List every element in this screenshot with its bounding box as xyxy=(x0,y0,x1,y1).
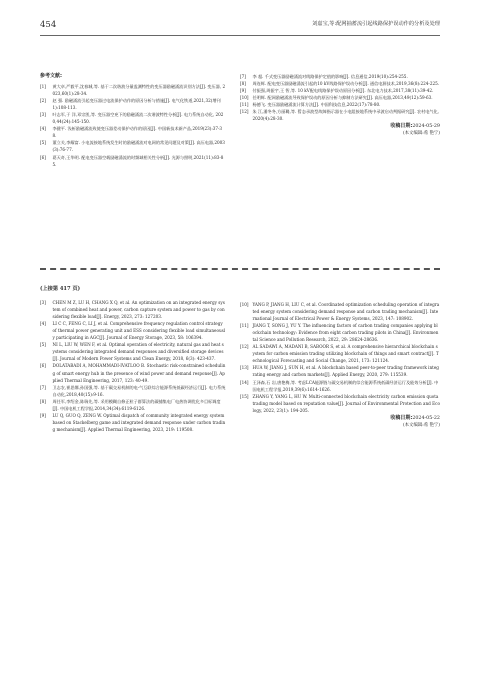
reference-text: 周连辉. 配电变压器励磁涌流引起的10 kV线路保护误动分析[J]. 通信电源技术,2019,36(8):224-225. xyxy=(252,81,440,87)
reference-text: JIANG T, SONG J, YU Y. The influencing factors of carbon trading companies applying blockchain technology: Evidence from eight carbon trading pilots in China[J]. Environmental Science and Pollution Research, 2022, 29: 28624-28636. xyxy=(252,323,439,343)
reference-text: 付振强,周振宇,王 智,等. 10 kV配电线路保护误动原因分析[J]. 东北电力技术,2017,38(11):39-42. xyxy=(252,88,434,94)
reference-entry xyxy=(240,364,440,378)
reference-entry xyxy=(240,101,440,108)
received-date: 2024-05-22 xyxy=(412,415,440,421)
reference-entry xyxy=(40,97,226,111)
reference-number: [8] xyxy=(40,398,46,404)
reference-number: [13] xyxy=(240,365,249,371)
reference-text: 黄大卓,严毅平,沈春城,等. 基于二次谐波分量监测特性的变压器励磁涌流识别方法[J]. 变压器, 2023,60(1):28-34. xyxy=(52,84,226,97)
reference-number: [11] xyxy=(240,102,249,108)
top-left-reference-list xyxy=(40,83,226,168)
reference-text: YANG P, JIANG H, LIU C, et al. Coordinated optimization scheduling operation of integrated energy system considering demand response and carbon trading mechanism[J]. International Journal of Electrical Power & Energy Systems, 2023, 147: 108902. xyxy=(252,302,440,322)
reference-text: 任明辉. 配网励磁涌流导致保护误动的原因分析与抑制方法研究[J]. 高压电器,2013,49(12):59-63. xyxy=(252,95,433,101)
reference-entry xyxy=(240,301,440,322)
reference-text: 董立关,李耀富. 小电流接地系统发生时的励磁涌流对电网的常见问题及对策[J]. 高压电器,2003(3):76-77. xyxy=(52,140,225,153)
page-number: 454 xyxy=(40,20,57,30)
reference-number: [11] xyxy=(240,323,249,329)
reference-number: [3] xyxy=(40,300,46,306)
reference-entry xyxy=(40,341,226,362)
received-date: 2024-05-29 xyxy=(412,124,440,130)
bottom-right-column xyxy=(240,301,440,429)
reference-number: [1] xyxy=(40,84,46,90)
reference-entry xyxy=(240,322,440,343)
reference-text: 李 超. 千式变压器励磁涌流对线路保护定值的影响[J]. 信息通信,2019(10):254-255. xyxy=(252,74,408,79)
editor-note-bottom: (本文编辑:希 艳宁) xyxy=(402,422,440,428)
bottom-left-reference-list xyxy=(40,299,226,433)
reference-number: [8] xyxy=(240,81,246,87)
reference-number: [6] xyxy=(40,363,46,369)
bottom-right-reference-list xyxy=(240,301,440,414)
reference-number: [6] xyxy=(40,154,46,160)
reference-number: [12] xyxy=(240,344,249,350)
reference-number: [10] xyxy=(240,302,249,307)
editor-note-top: (本文编辑:希 艳宁) xyxy=(402,131,440,137)
reference-entry xyxy=(40,139,226,153)
reference-text: HUA W, JIANG J, SUN H, et al. A blockchain based peer-to-peer trading framework integrating energy and carbon markets[J]. Applied Energy, 2020, 279: 115539. xyxy=(252,365,439,378)
running-title: 刘嘉宝,等:配网抽蓄流引起线路保护误动作的分析及处理 xyxy=(312,21,440,27)
reference-entry xyxy=(240,393,440,414)
received-date-top xyxy=(240,123,440,131)
reference-text: 李健平. 浅析励磁涌流致使变压器差动保护动作的原因[J]. 中国新技术新产品,2019(23):37-38. xyxy=(52,126,223,139)
reference-entry xyxy=(40,111,226,125)
top-left-column xyxy=(40,73,226,168)
reference-number: [14] xyxy=(240,379,249,385)
reference-entry xyxy=(40,320,226,341)
reference-entry xyxy=(40,154,226,168)
top-right-column xyxy=(240,73,440,138)
reference-number: [4] xyxy=(40,126,46,132)
reference-text: 葛天奇,王华明. 配电变压器空载励磁涌流的时频域相关性分析[J]. 光源与照明,2021(11):83-85. xyxy=(52,154,224,167)
reference-text: DOLATABADI A, MOHAMMADI-IVATLOO B. Stochastic risk-constrained scheduling of smart energy hub in the presence of wind power and demand response[J]. Applied Thermal Engineering, 2017, 123: 40-49. xyxy=(52,363,226,383)
reference-entry xyxy=(240,379,440,393)
continued-label: (上接第 417 页) xyxy=(40,286,81,292)
reference-text: 卫志农,崔思娜,孙国强,等. 基于碳交易机制的电-气互联综合能源系统低碳经济运行[J]. 电力系统自动化,2018,40(15):9-16. xyxy=(52,384,226,397)
received-label: 收稿日期: xyxy=(390,414,413,421)
reference-entry xyxy=(240,80,440,87)
reference-entry xyxy=(40,299,226,320)
references-label: 参考文献: xyxy=(40,73,62,79)
reference-entry xyxy=(40,83,226,97)
header-rule xyxy=(40,35,440,36)
reference-number: [10] xyxy=(240,95,249,101)
reference-number: [3] xyxy=(40,112,46,118)
reference-number: [7] xyxy=(240,74,246,79)
reference-number: [15] xyxy=(240,393,249,399)
reference-text: 赵 强. 励磁涌流引起变压器过电流保护动作的原因分析与措施[J]. 电气化铁道,2021,32(增刊1):108-113. xyxy=(52,98,221,111)
reference-entry xyxy=(40,412,226,433)
section-divider xyxy=(40,268,440,270)
reference-text: 杨德飞. 变压器励磁涌流计算方法[J]. 中国科技信息,2022(17):78-80. xyxy=(252,102,381,108)
reference-entry xyxy=(40,362,226,383)
top-right-reference-list xyxy=(240,73,440,122)
reference-text: ZHANG Y, YANG L, HU W. Multi-connected blockchain electricity carbon emission quota trading model based on reputation value[J]. Journal of Environmental Protection and Ecology, 2022, 23(1): 194-205. xyxy=(252,393,440,413)
reference-text: 周任军,李绍金,陈瑞先,等. 采用模糊自修正粒子群算法的碳捕集电厂电热协调优化多目标调度[J]. 中国电机工程学报,2014,34(34):6119-6126. xyxy=(52,398,221,411)
reference-entry xyxy=(240,73,440,80)
reference-number: [5] xyxy=(40,140,46,146)
reference-entry xyxy=(40,125,226,139)
reference-number: [9] xyxy=(40,412,46,418)
reference-text: LI C C, FENG C, LI J, et al. Comprehensive frequency regulation control strategy of thermal power generating unit and ESS considering flexible load simultaneously participating in AGC[J]. Journal of Energy Storage, 2023, 58: 106394. xyxy=(52,321,226,341)
reference-number: [9] xyxy=(240,88,246,94)
reference-text: LU Q, GUO Q, ZENG W. Optimal dispatch of community integrated energy system based on Stackelberg game and integrated demand response under carbon trading mechanism[J]. Applied Thermal Engineering, 2023, 219: 119508. xyxy=(52,412,226,432)
reference-entry xyxy=(40,384,226,398)
reference-entry xyxy=(40,398,226,412)
reference-entry xyxy=(240,108,440,122)
reference-text: CHEN M Z, LU H, CHANG X Q, et al. An optimization on an integrated energy system of combined heat and power, carbon capture system and power to gas by considering flexible load[J]. Energy, 2023, 273: 127203. xyxy=(52,300,225,320)
received-date-bottom xyxy=(240,415,440,423)
page-header xyxy=(40,20,440,34)
reference-text: AL SADAWI A, MADANI B, SABOOR S, et al. A comprehensive hierarchical blockchain system for carbon emission trading utilizing blockchain of things and smart contract[J]. Technological Forecasting and Social Change, 2021, 173: 121124. xyxy=(252,344,439,364)
reference-text: 朱 江,潘冬冬,方丽璐,等. 暂态录波型故障指示器在小电阻接地系统中录波启动判据研究[J]. 农村电气化,2020(4):28-30. xyxy=(252,109,440,122)
reference-text: 叶志军,于 洋,邓宗凯,等. 变压器空充下的励磁涌流二次谐波特性分析[J]. 电力系统自动化, 2020,44(24):145-150. xyxy=(52,112,224,125)
reference-entry xyxy=(240,94,440,101)
reference-number: [4] xyxy=(40,321,46,327)
reference-text: NI L, LIU W, WEN F, et al. Optimal operation of electricity, natural gas and heat systems considering integrated demand responses and diversified storage devices[J]. Journal of Modern Power Systems and Clean Energy, 2018, 6(3): 423-437. xyxy=(52,342,224,362)
reference-entry xyxy=(240,87,440,94)
reference-text: 王泽森,石 岩,唐艳梅,等. 考虑LCA能源链与碳交易机制的综合能源系统低碳经济运行及能效分析[J]. 中国电机工程学报,2019,39(6):1614-1626. xyxy=(252,379,439,392)
reference-number: [12] xyxy=(240,109,249,115)
reference-number: [2] xyxy=(40,98,46,104)
reference-number: [7] xyxy=(40,384,46,390)
bottom-left-column xyxy=(40,286,226,433)
received-label: 收稿日期: xyxy=(390,123,413,130)
reference-number: [5] xyxy=(40,342,46,348)
reference-entry xyxy=(240,343,440,364)
